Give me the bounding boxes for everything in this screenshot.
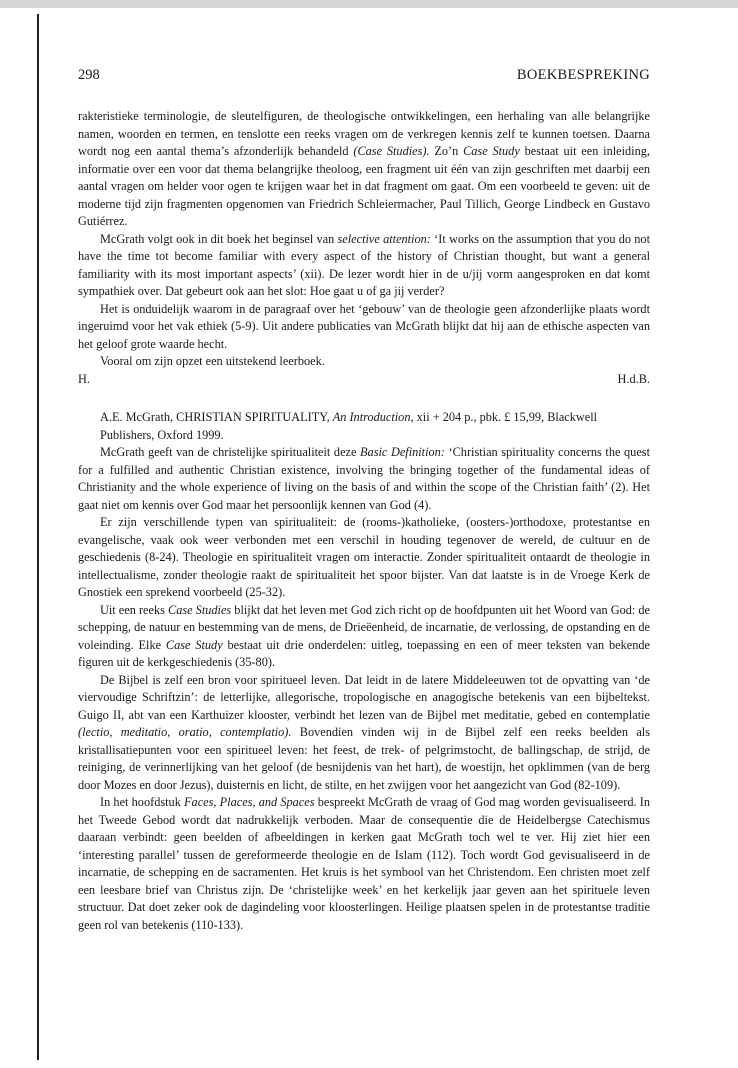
paragraph: In het hoofdstuk Faces, Places, and Spaces bespreekt McGrath de vraag of God mag worden gevisualiseerd. In het Tweede Gebod wordt dat nadrukkelijk verboden. Maar de consequentie die de Heidelbergse Catechismus daaraan verbindt: geen beelden of afbeeldingen in kerken gaat McGrath toch wel te ver. Hij ziet hier een ‘interesting parallel’ tussen de gereformeerde theologie en de Islam (112). Toch wordt God gevisualiseerd in de incarnatie, de schepping en de sacramenten. Het kruis is het symbool van het Christendom. Een christen moet zelf een leesbare brief van Christus zijn. De ‘christelijke week’ en het kerkelijk jaar geven aan het spirituele leven structuur. Dat doet zeker ook de dagindeling voor kloosterlingen. Heilige plaatsen spelen in de protestantse traditie geen rol van betekenis (110-133). [78,795,650,932]
running-header [78,66,650,84]
paragraph: Het is onduidelijk waarom in de paragraaf over het ‘gebouw’ van de theologie geen afzonderlijke plaats wordt ingeruimd voor het vak ethiek (5-9). Uit andere publicaties van McGrath blijkt dat hij aan de ethische aspecten van het geloof grote waarde hecht. [78,301,650,351]
page-number: 298 [78,67,100,83]
signature-left: H. [78,371,90,386]
page [78,66,650,934]
book-citation: A.E. McGrath, CHRISTIAN SPIRITUALITY, An Introduction, xii + 204 p., pbk. £ 15,99, Blackwell Publishers, Oxford 1999. [100,410,598,442]
paragraph: Er zijn verschillende typen van spiritualiteit: de (rooms-)katholieke, (oosters-)orthodoxe, protestantse en evangelische, vaak ook weer verbonden met een verschil in houding tegenover de wereld, de cultuur en de geschiedenis (8-24). Theologie en spiritualiteit vragen om interactie. Zonder spiritualiteit ontaardt de theologie in intellectualisme, zonder theologie raakt de spiritualiteit het spoor bijster. Van dat laatste is in de Vroege Kerk de Gnostiek een sprekend voorbeeld (25-32). [78,515,650,599]
paragraph: Vooral om zijn opzet een uitstekend leerboek. [100,354,325,368]
section-title: BOEKBESPREKING [516,67,650,83]
signature-line [78,371,650,389]
paragraph: McGrath volgt ook in dit boek het beginsel van selective attention: ‘It works on the assumption that you do not have the time tot become familiar with every aspect of the history of Christian thought, but want a general familiarity with its most important aspects’ (xii). De lezer wordt hier in de u/jij vorm aangesproken en dat komt sympathiek over. Dat gebeurt ook aan het slot: Hoe gaat u of ga jij verder? [78,231,650,298]
signature-right: H.d.B. [617,371,650,386]
scan-left-edge [37,14,39,1060]
scan-top-edge [0,0,738,8]
paragraph: De Bijbel is zelf een bron voor spiritueel leven. Dat leidt in de latere Middeleeuwen tot de opvatting van ‘de viervoudige Schriftzin’: de letterlijke, allegorische, tropologische en anagogische betekenis van een bijbeltekst. Guigo II, abt van een Karthuizer klooster, verbindt het lezen van de Bijbel met meditatie, gebed en contemplatie (lectio, meditatio, oratio, contemplatio). Bovendien vinden wij in de Bijbel zelf een reeks beelden als kristallisatiepunten voor een spiritueel leven: het feest, de trek- of pelgrimstocht, de ballingschap, de strijd, de reiniging, de verinnerlijking van het geloof (de besnijdenis van het hart), de woestijn, het opklimmen (van de berg door Mozes en door Jezus), duisternis en licht, de stilte, en het zwijgen voor het aangezicht van God (82-109). [78,672,650,792]
paragraph: McGrath geeft van de christelijke spiritualiteit deze Basic Definition: ‘Christian spirituality concerns the quest for a fulfilled and authentic Christian existence, involving the bringing together of the fundamental ideas of Christianity and the whole experience of living on the basis of and within the scope of the Christian faith’ (2). Het gaat niet om kennis over God maar het persoonlijk kennen van God (4). [78,445,650,512]
paragraph: Uit een reeks Case Studies blijkt dat het leven met God zich richt op de hoofdpunten uit het Woord van God: de schepping, de natuur en bestemming van de mens, de Drieëenheid, de incarnatie, de verlossing, de opstanding en de voleinding. Elke Case Study bestaat uit drie onderdelen: uitleg, toepassing en een of meer teksten van bekende figuren uit de kerkgeschiedenis (35-80). [78,602,650,669]
paragraph: rakteristieke terminologie, de sleutelfiguren, de theologische ontwikkelingen, een herhaling van alle belangrijke namen, woorden en termen, en tenslotte een reeks vragen om de verkregen kennis zelf te kunnen toetsen. Daarna wordt nog een aantal thema’s afzonderlijk behandeld (Case Studies). Zo’n Case Study bestaat uit een inleiding, informatie over een voor dat thema belangrijke theoloog, een fragment uit één van zijn geschriften met daarbij een aantal vragen om helder voor ogen te krijgen waar het in dat fragment om gaat. Om een voorbeeld te geven: uit de moderne tijd zijn fragmenten opgenomen van Friedrich Schleiermacher, Paul Tillich, George Lindbeck en Gustavo Gutiérrez. [78,109,650,228]
